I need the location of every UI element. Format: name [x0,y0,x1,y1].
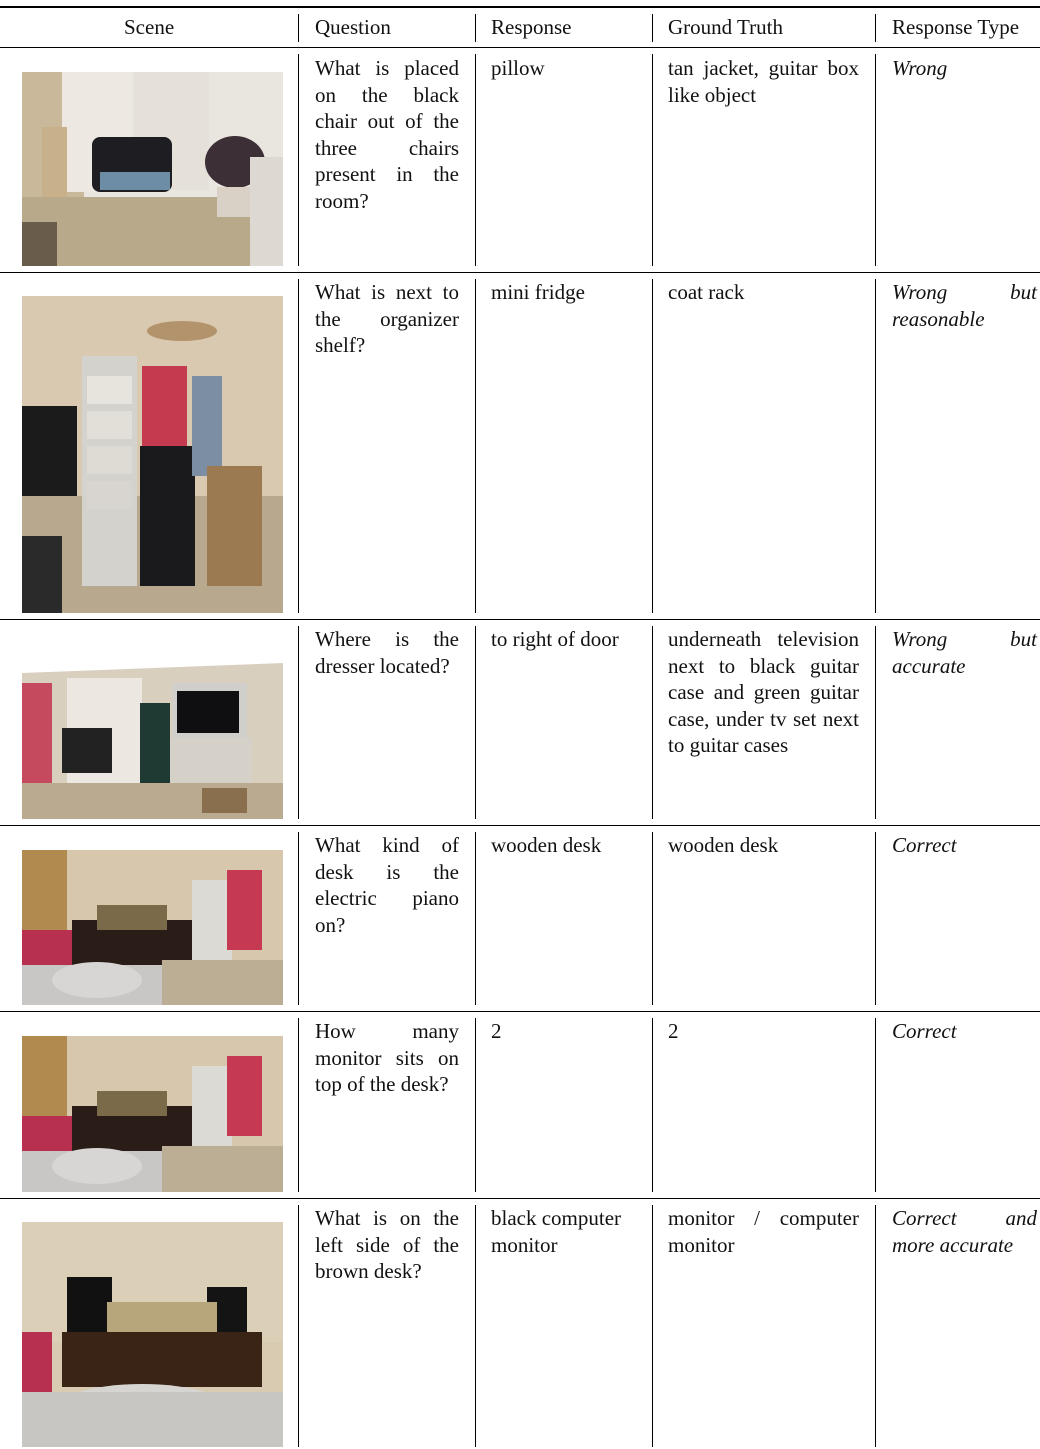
response-type-cell: Correct and more accurate [892,1206,1037,1257]
column-separator [875,832,876,1005]
header-rule [0,47,1040,48]
column-separator [298,279,299,613]
response-type-cell: Wrong but accurate [892,627,1037,678]
header-separator [875,14,876,42]
column-separator [652,279,653,613]
column-separator [875,1205,876,1447]
row-rule [0,1011,1040,1012]
response-cell: black computer monitor [491,1206,622,1257]
column-separator [475,279,476,613]
scene-image-5 [22,1036,283,1192]
row-rule [0,272,1040,273]
column-separator [875,279,876,613]
row-rule [0,619,1040,620]
column-separator [652,54,653,266]
question-cell: Where is the dresser located? [315,627,459,678]
column-separator [875,54,876,266]
ground-truth-cell: coat rack [668,280,745,304]
response-cell: pillow [491,56,545,80]
scene-image-1 [22,72,283,266]
scene-image-6 [22,1222,283,1447]
response-cell: to right of door [491,627,619,651]
ground-truth-cell: monitor / computer monitor [668,1206,859,1257]
question-cell: What is next to the organizer shelf? [315,280,459,357]
column-separator [475,832,476,1005]
scene-image-2 [22,296,283,613]
column-separator [298,626,299,819]
row-rule [0,825,1040,826]
header-response: Response [491,15,572,39]
ground-truth-cell: wooden desk [668,833,779,857]
question-cell: What is on the left side of the brown desk? [315,1206,459,1283]
response-cell: wooden desk [491,833,602,857]
response-type-cell: Wrong [892,56,948,80]
column-separator [652,1018,653,1192]
ground-truth-cell: 2 [668,1019,679,1043]
column-separator [875,626,876,819]
column-separator [475,1018,476,1192]
scene-image-4 [22,850,283,1005]
column-separator [652,626,653,819]
column-separator [652,1205,653,1447]
response-cell: mini fridge [491,280,585,304]
column-separator [298,832,299,1005]
header-ground-truth: Ground Truth [668,15,783,39]
column-separator [298,1018,299,1192]
scene-image-3 [22,643,283,819]
header-separator [298,14,299,42]
response-type-cell: Correct [892,833,957,857]
header-question: Question [315,15,391,39]
header-separator [475,14,476,42]
response-type-cell: Correct [892,1019,957,1043]
header-response-type: Response Type [892,15,1020,39]
response-cell: 2 [491,1019,502,1043]
column-separator [875,1018,876,1192]
column-separator [298,54,299,266]
ground-truth-cell: underneath television next to black guitar case and green guitar case, under tv set next to guitar cases [668,627,859,757]
ground-truth-cell: tan jacket, guitar box like object [668,56,859,107]
table-top-rule [0,6,1040,8]
question-cell: How many monitor sits on top of the desk? [315,1019,459,1096]
column-separator [298,1205,299,1447]
column-separator [475,626,476,819]
column-separator [475,54,476,266]
column-separator [652,832,653,1005]
header-separator [652,14,653,42]
header-scene: Scene [124,15,175,39]
response-type-cell: Wrong but reasonable [892,280,1037,331]
question-cell: What kind of desk is the electric piano on? [315,833,459,937]
column-separator [475,1205,476,1447]
row-rule [0,1198,1040,1199]
question-cell: What is placed on the black chair out of the three chairs present in the room? [315,56,459,213]
